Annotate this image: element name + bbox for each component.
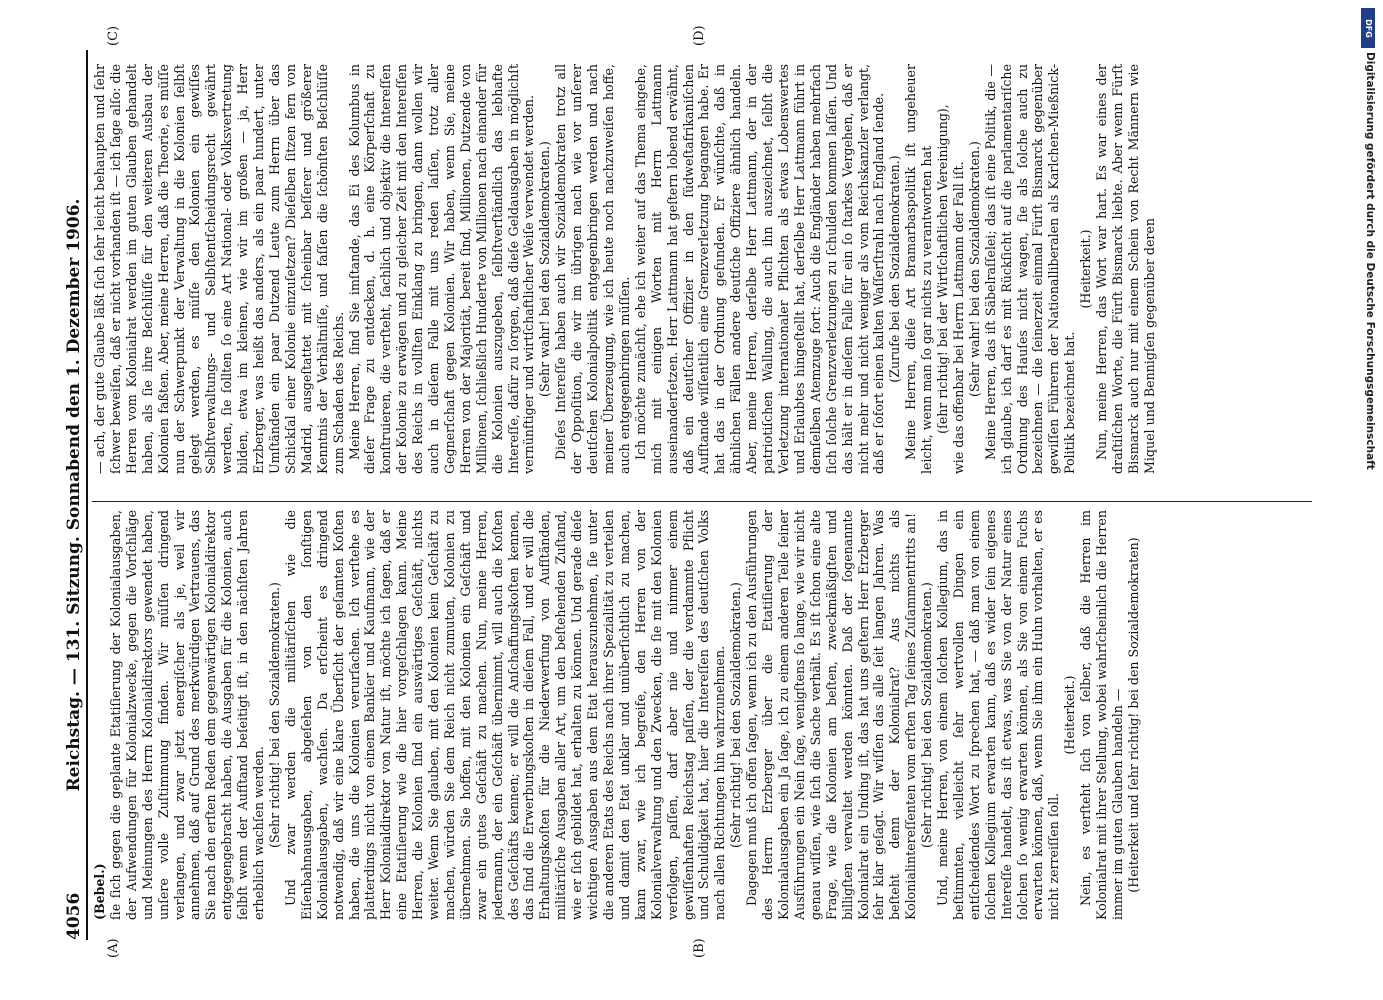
column-divider: [92, 501, 1312, 502]
paragraph: ſie ſich gegen die geplante Etatiſierung der Kolonialausgaben, der Aufwendungen für Kolonialzwecke, gegen die Vorſchläge und Meinungen des Herrn Kolonialdirektors gewendet haben, unſere volle Zuſtimmung finden. Wir müſſen dringend verlangen, und zwar jetzt energiſcher als je, weil wir annehmen, daß auf Grund des merkwürdigen Vertrauens, das Sie nach den erſten Reden dem gegenwärtigen Kolonialdirektor entgegengebracht haben, die Ausgaben für die Kolonien, auch ſelbſt wenn der Aufſtand beſeitigt iſt, in den nächſten Jahren erheblich wachſen werden.: [107, 510, 267, 920]
margin-marker-d: (D): [692, 25, 707, 46]
paragraph: Und zwar werden die militäriſchen wie die Eiſenbahnausgaben, abgeſehen von den ſonſtigen Kolonialausgaben, wachſen. Da erſcheint es dringend notwendig, daß wir eine klare Überſicht der geſamten Koſten haben, die uns die Kolonien verurſachen. Ich verſtehe es platterdings nicht von einem Bankier und Kaufmann, wie der Herr Kolonialdirektor von Natur iſt, möchte ich ſagen, daß er eine Etatiſierung wie die hier vorgeſchlagen kann. Meine Herren, die Kolonien ſind ein auswärtiges Geſchäft, nichts weiter. Wenn Sie glauben, mit den Kolonien kein Geſchäft zu machen, würden Sie dem Reich nicht zumuten, Kolonien zu übernehmen. Sie hoffen, mit den Kolonien ein Geſchäft und zwar ein gutes Geſchäft zu machen. Nun, meine Herren, jedermann, der ein Geſchäft übernimmt, will auch die Koſten des Geſchäfts kennen; er will die Anſchaffungskoſten kennen, das ſind die Erwerbungskoſten in dieſem Fall, und er will die Erhaltungskoſten für die Niederwerfung von Aufſtänden, militäriſche Ausgaben aller Art, um den beſtehenden Zuſtand, wie er ſich gebildet hat, erhalten zu können. Und gerade dieſe wichtigen Ausgaben aus dem Etat herauszunehmen, ſie unter die anderen Etats des Reichs nach ihrer Spezialität zu verteilen und damit den Etat unklar und unüberſichtlich zu machen, kann zwar, wie ich begreife, den Herren von der Kolonialverwaltung und den Zwecken, die ſie mit den Kolonien verfolgen, paſſen, darf aber nie und nimmer einem gewiſſenhaften Reichstag paſſen, der die verdammte Pflicht und Schuldigkeit hat, hier die Intereſſen des deutſchen Volks nach allen Richtungen hin wahrzunehmen.: [282, 510, 728, 920]
dfg-logo: DFG: [1361, 8, 1375, 48]
paragraph: — ach, der gute Glaube läßt ſich ſehr leicht behaupten und ſehr ſchwer beweiſen, daß er nicht vorhanden iſt — ich ſage alſo: die Herren vom Kolonialrat werden im guten Glauben gehandelt haben, als ſie ihre Beſchlüſſe für den weiteren Ausbau der Kolonien faßten. Aber, meine Herren, daß die Theorie, es müſſe nun der Schwerpunkt der Verwaltung in die Kolonien ſelbſt gelegt werden, es müſſe den Kolonien ein gewiſſes Selbſtverwaltungs- und Selbſtentſcheidungsrecht gewährt werden, ſie ſollten ſo eine Art National- oder Volksvertretung bilden, etwa im kleinen, wie wir im großen — ja, Herr Erzberger, was heißt das anders, als ein paar hundert, unter Umſtänden ein paar Dutzend Leute zum Herrn über das Schickſal einer Kolonie einzuſetzen? Dieſelben ſitzen fern von Madrid, ausgeſtattet mit ſcheinbar beſſerer und größerer Kenntnis der Verhältniſſe, und faſſen die ſchönſten Beſchlüſſe zum Schaden des Reichs.: [92, 64, 346, 474]
page-header: [58, 50, 88, 940]
paragraph: Nein, es verſteht ſich von ſelber, daß die Herren im Kolonialrat mit ihrer Stellung, wobei wahrſcheinlich die Herren immer im guten Glauben handeln —: [1078, 510, 1125, 920]
margin-marker-c: (C): [106, 25, 121, 46]
interjection: (Heiterkeit.): [1078, 229, 1094, 309]
interjection: (Sehr wahr! bei den Sozialdemokraten.): [966, 141, 982, 397]
interjection: (Sehr richtig! bei den Sozialdemokraten.): [728, 582, 744, 848]
interjection: (Heiterkeit und ſehr richtig! bei den Sozialdemokraten): [1125, 537, 1141, 893]
paragraph: Dieſes Intereſſe haben auch wir Sozialdemokraten trotz all der Oppoſition, die wir im übrigen nach wie vor unſerer deutſchen Kolonialpolitik entgegenbringen werden und nach meiner Überzeugung, wie ich heute noch nachzuweiſen hoffe, auch entgegenbringen müſſen.: [553, 64, 632, 474]
interjection: (Zurufe bei den Sozialdemokraten.): [887, 155, 903, 383]
interjection: (Heiterkeit.): [1062, 675, 1078, 755]
interjection: (Sehr richtig! bei den Sozialdemokraten.): [919, 582, 935, 848]
paragraph: Meine Herren, dieſe Art Bramarbaspolitik iſt ungeheuer leicht, wenn man ſo gar nichts zu verantworten hat: [903, 64, 935, 474]
speaker-label: (Bebel.): [92, 863, 107, 920]
margin-marker-a: (A): [106, 938, 121, 958]
paragraph: Ich möchte zunächſt, ehe ich weiter auf das Thema eingehe, mich mit einigen Worten mit Herrn Lattmann auseinanderſetzen. Herr Lattmann hat geſtern lobend erwähnt, daß ein deutſcher Offizier in den ſüdweſtafrikaniſchen Aufſtande wiſſentlich eine Grenzverletzung begangen habe. Er hat das in der Ordnung gefunden. Er wünſchte, daß in ähnlichen Fällen andere deutſche Offiziere ähnlich handeln. Aber, meine Herren, derſelbe Herr Lattmann, der in der patriotiſchen Wallung, die auch ihn auszeichnet, ſelbſt die Verletzung internationaler Pflichten als etwas Lobenswertes und Erlaubtes hingeſtellt hat, derſelbe Herr Lattmann führt in demſelben Atemzuge fort: Auch die Engländer haben mehrfach ſich ſolche Grenzverletzungen zu ſchulden kommen laſſen. Und das hält er in dieſem Falle für ein ſo ſtarkes Vergehen, daß er nicht mehr und nicht weniger als vom Reichskanzler verlangt, daß er ſofort einen kalten Waſſerſtrahl nach England ſende.: [632, 64, 887, 474]
interjection: (Sehr richtig! bei den Sozialdemokraten.): [266, 582, 282, 848]
digitization-note: [1362, 52, 1376, 952]
page-number: 4056: [64, 892, 84, 940]
left-column: [92, 510, 1317, 920]
paragraph: Meine Herren, ſind Sie imſtande, das Ei des Kolumbus in dieſer Frage zu entdecken, d. h. eine Körperſchaft zu konſtruieren, die verſteht, ſachlich und objektiv die Intereſſen der Kolonie zu erwägen und zu gleicher Zeit mit den Intereſſen des Reichs in vollſten Einklang zu bringen, dann wollen wir auch in dieſem Falle mit uns reden laſſen, trotz aller Gegnerſchaft gegen Kolonien. Wir haben, wenn Sie, meine Herren von der Majorität, bereit ſind, Millionen, Dutzende von Millionen, ſchließlich Hunderte von Millionen nach einander für die Kolonien auszugeben, ſelbſtverſtändlich das lebhafte Intereſſe, dafür zu ſorgen, daß dieſe Geldausgaben in möglichſt vernünftiger und wirtſchaftlicher Weiſe verwendet werden.: [346, 64, 537, 474]
paragraph: Dagegen muß ich offen ſagen, wenn ich zu den Ausführungen des Herrn Erzberger über die Etatiſierung der Kolonialausgaben ein Ja ſage, ich zu einem anderen Teile ſeiner Ausführungen ein Nein ſage, wenigſtens ſo lange, wie wir nicht genau wiſſen, wie ſich die Sache verhält. Es iſt ſchon eine alte Frage, wie die Kolonien am beſten, zweckmäßigſten und billigſten verwaltet werden könnten. Daß der ſogenannte Kolonialrat ein Unding iſt, das hat uns geſtern Herr Erzberger ſehr klar geſagt. Wir wiſſen das alle ſeit langen Jahren. Was beſteht denn der Kolonialrat? Aus nichts als Kolonialintereſſenten vom erſten Tag ſeines Zuſammentritts an!: [744, 510, 919, 920]
paragraph: Nun, meine Herren, das Wort war hart. Es war eines der draſtiſchen Worte, die Fürſt Bismarck liebte. Aber wenn Fürſt Bismarck auch nur mit einem Schein von Recht Männern wie Miquel und Bennigſen gegenüber deren: [1094, 64, 1157, 474]
interjection: (ſehr richtig! bei der Wirtſchaftlichen Vereinigung),: [935, 104, 951, 434]
paragraph: Meine Herren, das iſt Säbelraſſelei; das iſt eine Politik, die — ich glaube, ich darf es mit Rückſicht auf die parlamentariſche Ordnung des Hauſes nicht wagen, ſie als ſolche auch zu bezeichnen — die ſeinerzeit einmal Fürſt Bismarck gegenüber gewiſſen Führern der Nationalliberalen als Karlchen-Mießnick-Politik bezeichnet hat.: [982, 64, 1078, 474]
interjection: (Sehr wahr! bei den Sozialdemokraten.): [537, 141, 553, 397]
digitization-note-text: Digitalisierung gefördert durch die Deutsche Forschungsgemeinschaft: [1364, 52, 1376, 470]
right-column: [92, 64, 1317, 474]
page-title: Reichstag. — 131. Sitzung. Sonnabend den 1. Dezember 1906.: [64, 198, 84, 792]
paragraph: wie das offenbar bei Herrn Lattmann der Fall iſt.: [950, 161, 966, 474]
paragraph: Und, meine Herren, von einem ſolchen Kollegium, das in beſtimmten, vielleicht ſehr wertvollen Dingen ein entſcheidendes Wort zu ſprechen hat, — daß man von einem ſolchen Kollegium erwarten kann, daß es wider ſein eigenes Intereſſe handelt, das iſt etwas, was Sie von der Natur eines ſolchen ſo wenig erwarten können, als Sie von einem Fuchs erwarten können, daß, wenn Sie ihm ein Huhn vorhalten, er es nicht zerreiſſen ſoll.: [935, 510, 1062, 920]
margin-marker-b: (B): [692, 938, 707, 958]
